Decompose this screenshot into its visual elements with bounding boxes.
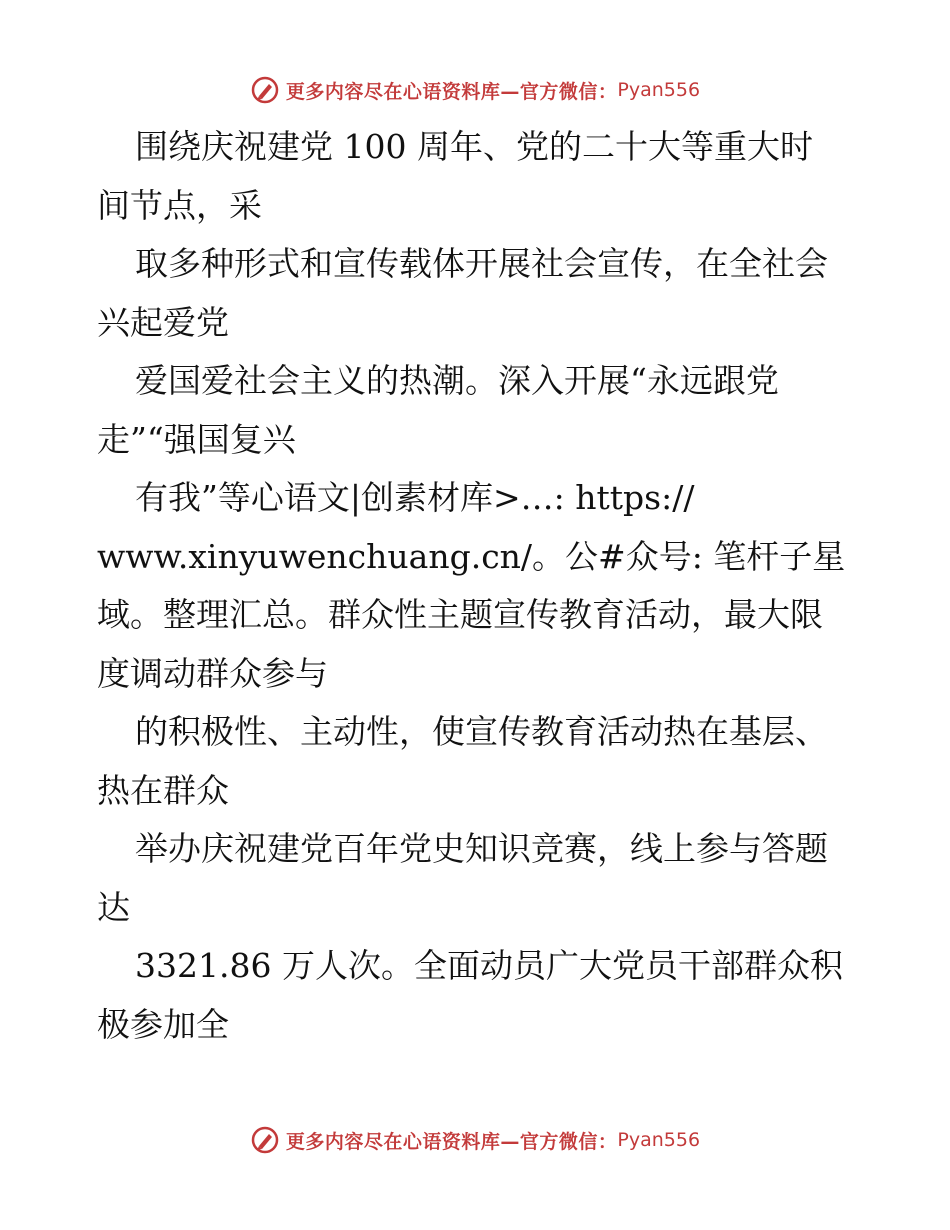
body-line: 域。整理汇总。群众性主题宣传教育活动，最大限 [97,595,823,634]
body-line: 取多种形式和宣传载体开展社会宣传，在全社会 [135,244,828,283]
body-line: 有我”等心语文|创素材库>…: https:// [135,478,695,517]
document-body [97,118,867,1054]
body-line: 极参加全 [97,1004,229,1044]
body-line: 间节点，采 [97,185,262,225]
body-line: 举办庆祝建党百年党史知识竞赛，线上参与答题 [135,829,828,868]
body-line: 兴起爱党 [97,302,229,342]
body-line: 的积极性、主动性，使宣传教育活动热在基层、 [135,712,828,751]
header-banner [0,70,950,110]
pen-logo-icon [250,75,280,105]
header-wechat-id: Pyan556 [617,79,701,101]
footer-wechat-id: Pyan556 [617,1129,701,1151]
body-line: 达 [97,887,130,927]
body-line: 度调动群众参与 [97,653,328,693]
body-line: www.xinyuwenchuang.cn/。公#众号: 笔杆子星 [97,536,846,576]
body-line: 爱国爱社会主义的热潮。深入开展“永远跟党 [135,361,779,400]
header-banner-text: 更多内容尽在心语资料库—官方微信： [285,80,618,103]
body-line: 热在群众 [97,770,229,810]
footer-banner [0,1120,950,1160]
body-line: 3321.86 万人次。全面动员广大党员干部群众积 [135,946,843,985]
footer-banner-text: 更多内容尽在心语资料库—官方微信： [285,1130,618,1153]
body-line: 围绕庆祝建党 100 周年、党的二十大等重大时 [135,127,813,166]
body-line: 走”“强国复兴 [97,419,296,459]
pen-logo-icon [250,1125,280,1155]
